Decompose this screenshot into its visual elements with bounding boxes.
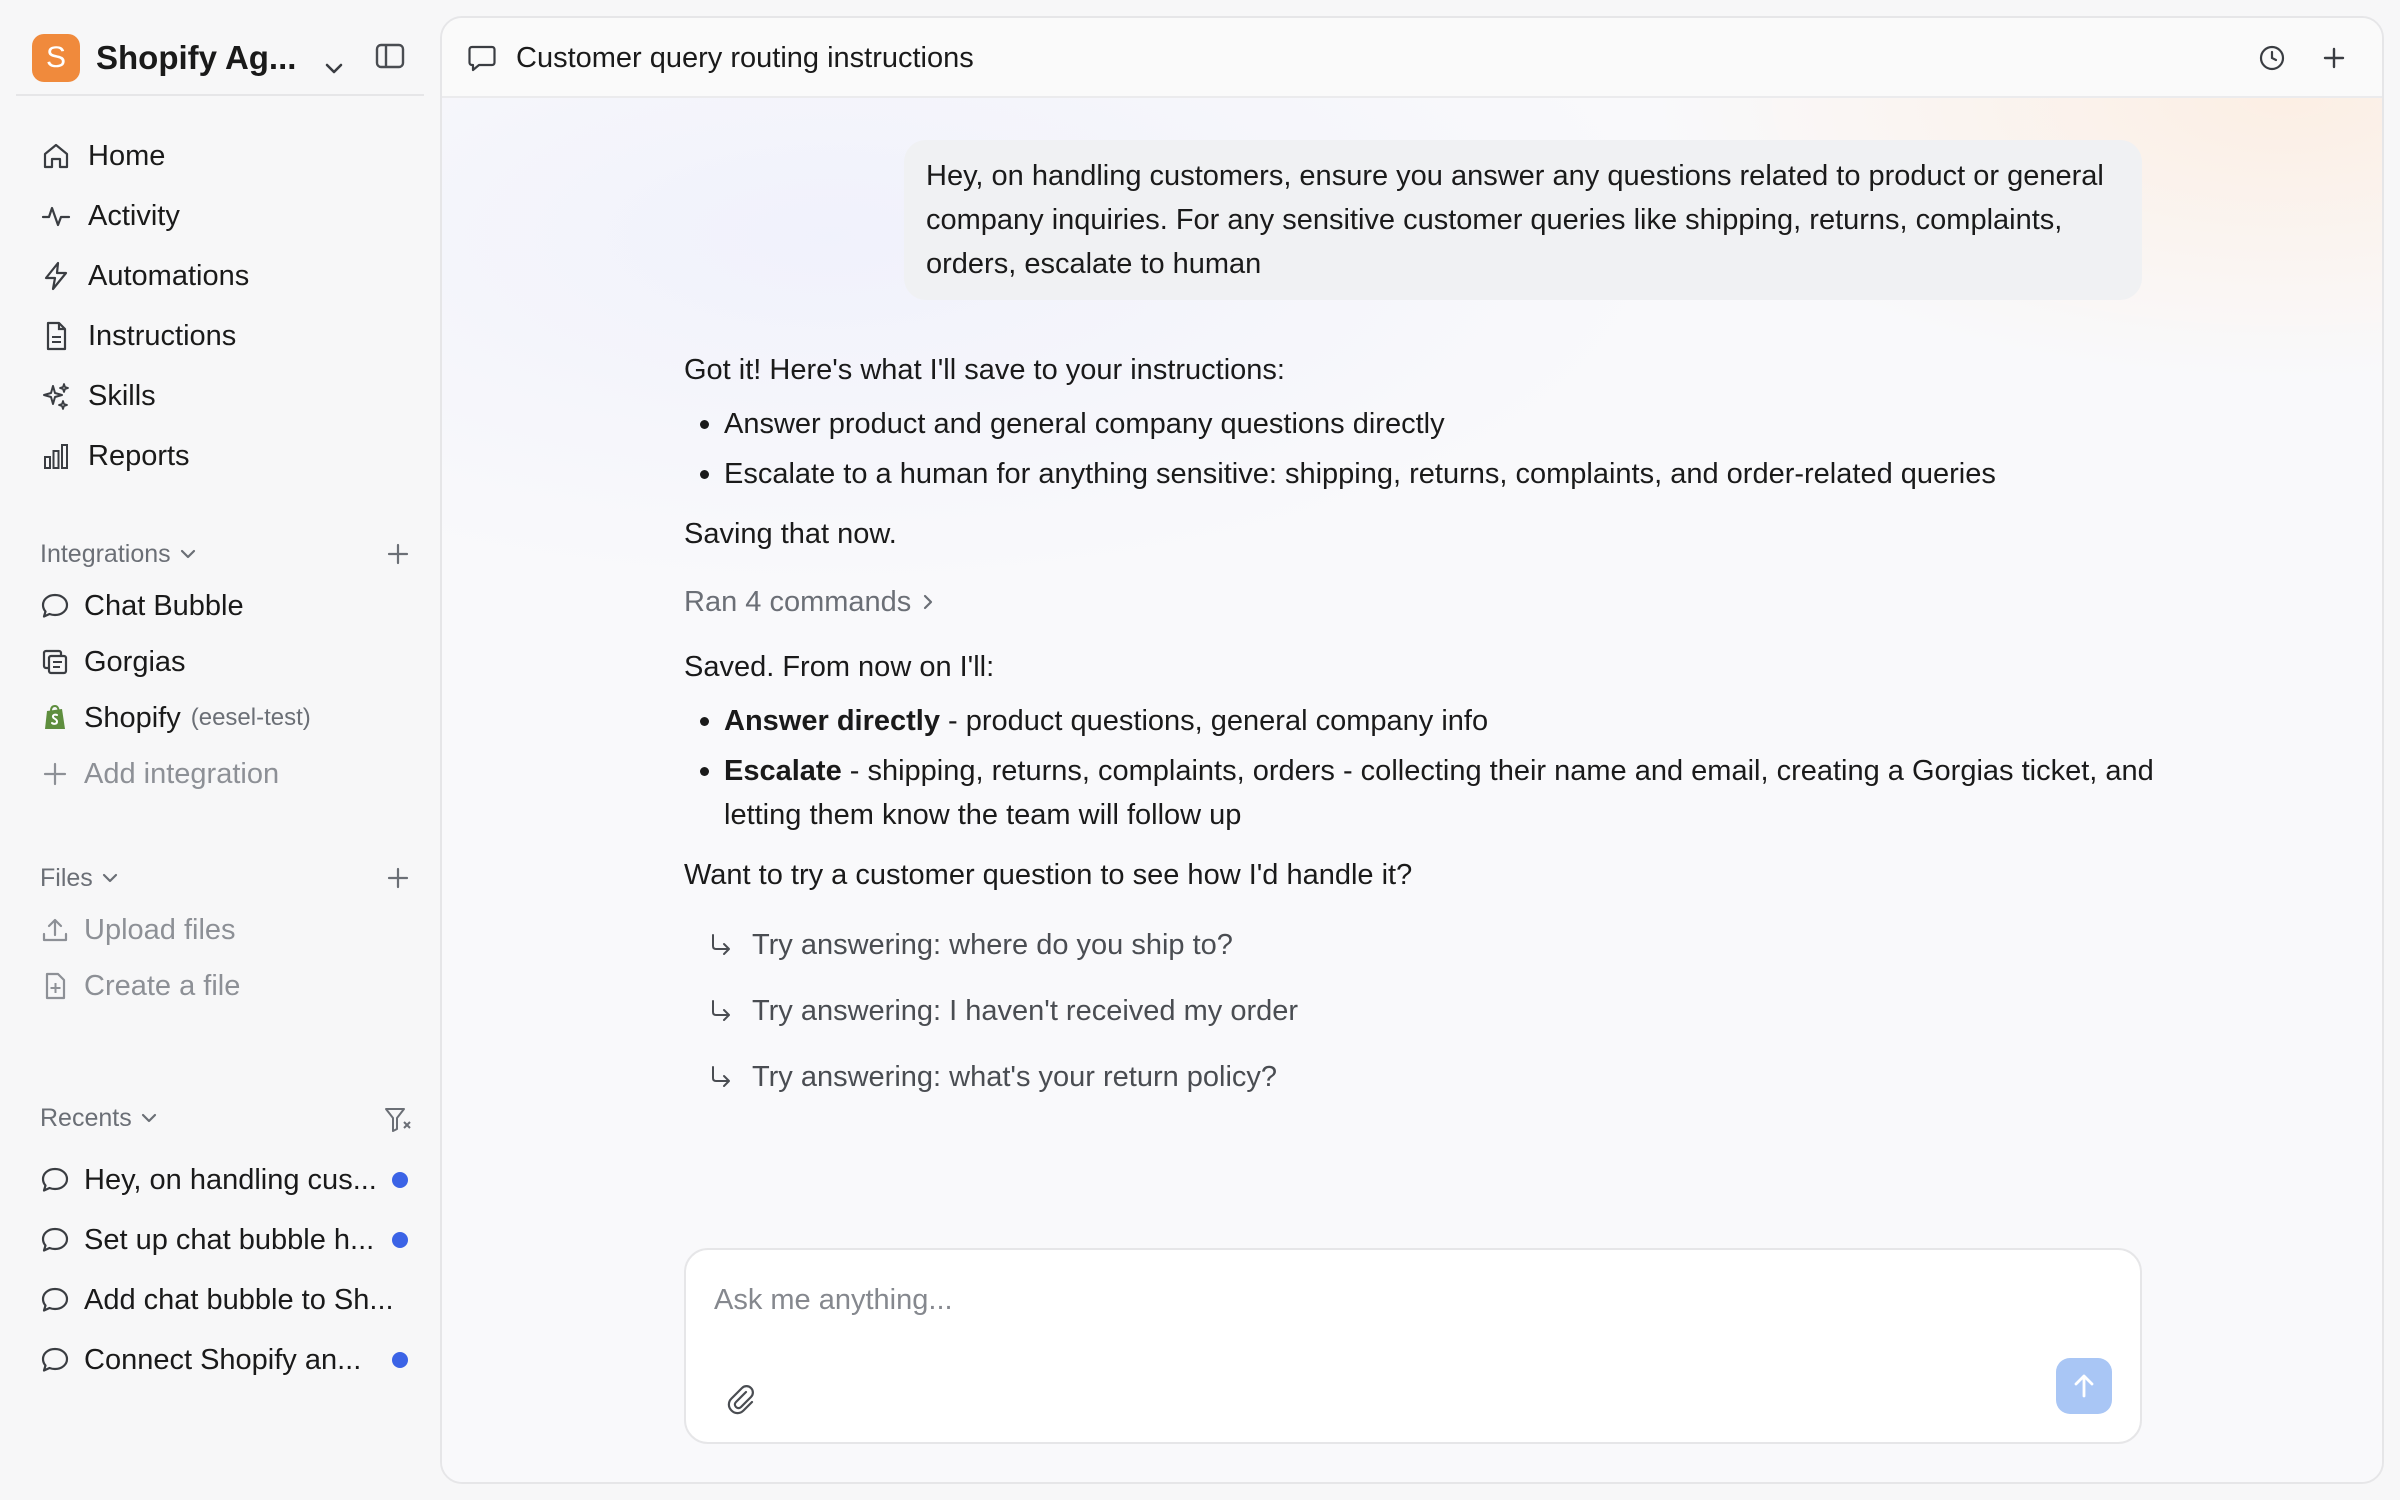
bar-chart-icon	[40, 440, 72, 472]
ran-commands-label: Ran 4 commands	[684, 585, 912, 618]
saved-bullet-text: - product questions, general company info	[939, 705, 1489, 737]
upload-files-button[interactable]	[26, 902, 426, 958]
recent-chat-item[interactable]	[26, 1330, 426, 1390]
reply-arrow-icon	[684, 998, 752, 1024]
suggestion-item[interactable]	[684, 917, 2154, 973]
recent-chat-label: Set up chat bubble h...	[84, 1223, 375, 1256]
add-file-plus-icon[interactable]	[384, 864, 412, 892]
shopify-icon	[40, 703, 70, 733]
workspace-avatar: S	[32, 34, 80, 82]
chat-bubble-icon	[40, 1165, 70, 1195]
suggestion-item[interactable]	[684, 1049, 2154, 1105]
sidebar	[0, 0, 440, 1500]
add-integration-label: Add integration	[84, 757, 280, 790]
unread-indicator	[392, 1172, 408, 1188]
saved-bullet-bold: Escalate	[724, 755, 842, 787]
saved-bullet-text: - shipping, returns, complaints, orders - collecting their name and email, creating a Gorgias ticket, and letting them know the team will follow up	[724, 755, 2154, 831]
integrations-heading[interactable]	[40, 536, 197, 572]
integration-shopify[interactable]	[26, 690, 426, 746]
activity-icon	[40, 200, 72, 232]
files-list	[26, 902, 426, 1014]
suggestion-label: Try answering: what's your return policy?	[752, 1060, 1278, 1093]
plan-bullet: Escalate to a human for anything sensitive: shipping, returns, complaints, and order-related queries	[684, 452, 2154, 496]
add-integration-button[interactable]	[26, 746, 426, 802]
nav-label: Automations	[88, 259, 250, 292]
lightning-icon	[40, 260, 72, 292]
gorgias-icon	[40, 647, 70, 677]
recents-heading[interactable]	[40, 1100, 158, 1136]
conversation-title: Customer query routing instructions	[516, 42, 974, 74]
chat-bubble-icon	[40, 1225, 70, 1255]
saved-bullet-bold: Answer directly	[724, 705, 940, 737]
plan-bullet: Answer product and general company questions directly	[684, 402, 2154, 446]
nav-item-automations[interactable]	[26, 246, 416, 306]
suggestion-list	[684, 917, 2154, 1105]
main-nav	[26, 126, 416, 486]
filter-icon[interactable]	[382, 1104, 414, 1136]
create-file-label: Create a file	[84, 969, 241, 1002]
section-label: Integrations	[40, 539, 171, 568]
sidebar-toggle-icon[interactable]	[374, 40, 406, 72]
chat-topbar	[442, 18, 2382, 98]
assistant-intro: Got it! Here's what I'll save to your instructions:	[684, 354, 1285, 386]
saved-intro: Saved. From now on I'll:	[684, 651, 995, 683]
workspace-name[interactable]: Shopify Ag...	[96, 39, 297, 76]
recent-chat-item[interactable]	[26, 1270, 426, 1330]
plan-list	[684, 402, 2154, 496]
chevron-down-icon	[179, 548, 197, 560]
home-icon	[40, 140, 72, 172]
nav-item-instructions[interactable]	[26, 306, 416, 366]
saving-text: Saving that now.	[684, 518, 897, 550]
chat-bubble-icon	[466, 42, 498, 74]
send-button[interactable]	[2056, 1358, 2112, 1414]
suggestion-item[interactable]	[684, 983, 2154, 1039]
chevron-right-icon	[911, 592, 935, 612]
saved-bullet	[684, 699, 2154, 743]
plus-icon	[40, 759, 70, 789]
nav-label: Activity	[88, 199, 180, 232]
message-input[interactable]	[714, 1278, 2094, 1322]
files-heading[interactable]	[40, 860, 119, 896]
nav-label: Home	[88, 139, 166, 172]
nav-item-activity[interactable]	[26, 186, 416, 246]
paperclip-icon[interactable]	[724, 1382, 758, 1416]
unread-indicator	[392, 1352, 408, 1368]
new-chat-plus-icon[interactable]	[2318, 42, 2350, 74]
nav-item-reports[interactable]	[26, 426, 416, 486]
nav-label: Skills	[88, 379, 156, 412]
recent-chat-item[interactable]	[26, 1150, 426, 1210]
recents-list	[26, 1150, 426, 1390]
history-clock-icon[interactable]	[2256, 42, 2288, 74]
chat-bubble-icon	[40, 1285, 70, 1315]
user-message: Hey, on handling customers, ensure you answer any questions related to product or general company inquiries. For any sensitive customer queries like shipping, returns, complaints, orders, escalate to human	[904, 140, 2142, 300]
suggestion-label: Try answering: I haven't received my order	[752, 994, 1299, 1027]
ran-commands-toggle[interactable]	[684, 580, 2154, 624]
integration-label: Gorgias	[84, 645, 186, 678]
section-label: Recents	[40, 1103, 132, 1132]
integration-label: Chat Bubble	[84, 589, 244, 622]
assistant-message	[684, 348, 2154, 1105]
suggestion-label: Try answering: where do you ship to?	[752, 928, 1233, 961]
upload-icon	[40, 915, 70, 945]
sparkles-icon	[40, 380, 72, 412]
nav-label: Instructions	[88, 319, 237, 352]
create-file-button[interactable]	[26, 958, 426, 1014]
chevron-down-icon	[101, 872, 119, 884]
nav-label: Reports	[88, 439, 190, 472]
chevron-down-icon[interactable]	[324, 62, 344, 76]
followup-text: Want to try a customer question to see how I'd handle it?	[684, 859, 1413, 891]
document-icon	[40, 320, 72, 352]
chat-bubble-icon	[40, 591, 70, 621]
workspace-header[interactable]	[16, 20, 424, 96]
integration-gorgias[interactable]	[26, 634, 426, 690]
integrations-list	[26, 578, 426, 802]
recent-chat-label: Hey, on handling cus...	[84, 1163, 377, 1196]
saved-list	[684, 699, 2154, 837]
nav-item-skills[interactable]	[26, 366, 416, 426]
chat-panel	[440, 16, 2384, 1484]
unread-indicator	[392, 1232, 408, 1248]
integration-label: Shopify	[84, 701, 181, 734]
integration-tag: (eesel-test)	[190, 704, 311, 731]
recent-chat-label: Connect Shopify an...	[84, 1343, 362, 1376]
reply-arrow-icon	[684, 932, 752, 958]
message-composer	[684, 1248, 2142, 1444]
saved-bullet	[684, 749, 2154, 837]
new-file-icon	[40, 971, 70, 1001]
nav-item-home[interactable]	[26, 126, 416, 186]
integration-chat-bubble[interactable]	[26, 578, 426, 634]
recent-chat-label: Add chat bubble to Sh...	[84, 1283, 394, 1316]
add-integration-plus-icon[interactable]	[384, 540, 412, 568]
section-label: Files	[40, 863, 93, 892]
chat-bubble-icon	[40, 1345, 70, 1375]
reply-arrow-icon	[684, 1064, 752, 1090]
recent-chat-item[interactable]	[26, 1210, 426, 1270]
upload-files-label: Upload files	[84, 913, 236, 946]
arrow-up-icon	[2069, 1371, 2099, 1401]
chevron-down-icon	[140, 1112, 158, 1124]
